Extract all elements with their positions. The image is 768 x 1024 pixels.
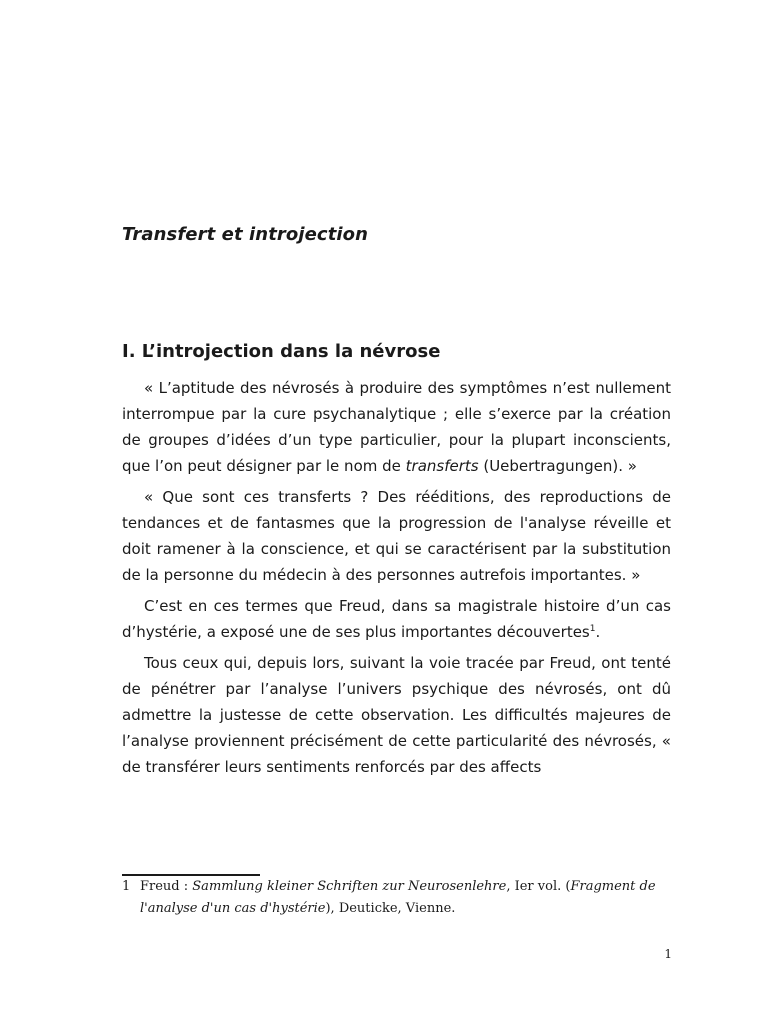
document-title: Transfert et introjection [122, 224, 369, 245]
paragraph-1 [122, 375, 671, 479]
footnote-number: 1 [122, 879, 131, 894]
paragraph-3 [122, 593, 671, 645]
footnote-sub-title: Fragment de l'analyse d'un cas d'hystérie [140, 879, 656, 916]
paragraph-1-tail: (Uebertragungen). » [478, 457, 637, 475]
body-text [122, 375, 671, 785]
paragraph-3-tail: . [595, 623, 601, 641]
page-number: 1 [664, 947, 672, 961]
paragraph-2: « Que sont ces transferts ? Des rééditions, des reproductions de tendances et de fantasmes que la progression de l'analyse réveille et doit ramener à la conscience, et qui se caractérisent par la substitution de la personne du médecin à des personnes autrefois importantes. » [122, 488, 671, 584]
footnote-reference[interactable]: 1 [589, 624, 596, 634]
section-heading: I. L’introjection dans la névrose [122, 341, 441, 362]
paragraph-4: Tous ceux qui, depuis lors, suivant la voie tracée par Freud, ont tenté de pénétrer par l’analyse l’univers psychique des névrosés, ont dû admettre la justesse de cette observation. Les difficultés majeures de l’analyse proviennent précisément de cette particularité des névrosés, « de transférer leurs sentiments renforcés par des affects [122, 654, 671, 776]
paragraph-1-emphasis: transferts [405, 457, 479, 475]
footnote-text [140, 876, 662, 920]
footnote-mid: , Ier vol. ( [506, 879, 571, 894]
paragraph-3-text: C’est en ces termes que Freud, dans sa magistrale histoire d’un cas d’hystérie, a exposé une de ses plus importantes découvertes [122, 597, 671, 641]
footnote-tail: ), Deuticke, Vienne. [325, 901, 456, 916]
footnote [122, 876, 662, 920]
footnote-lead: Freud : [140, 879, 193, 894]
footnote-work-title: Sammlung kleiner Schriften zur Neurosenlehre [192, 879, 507, 894]
paragraph-1-text: « L’aptitude des névrosés à produire des symptômes n’est nullement interrompue par la cure psychanalytique ; elle s’exerce par la création de groupes d’idées d’un type particulier, pour la plupart inconscients, que l’on peut désigner par le nom de [122, 379, 671, 475]
